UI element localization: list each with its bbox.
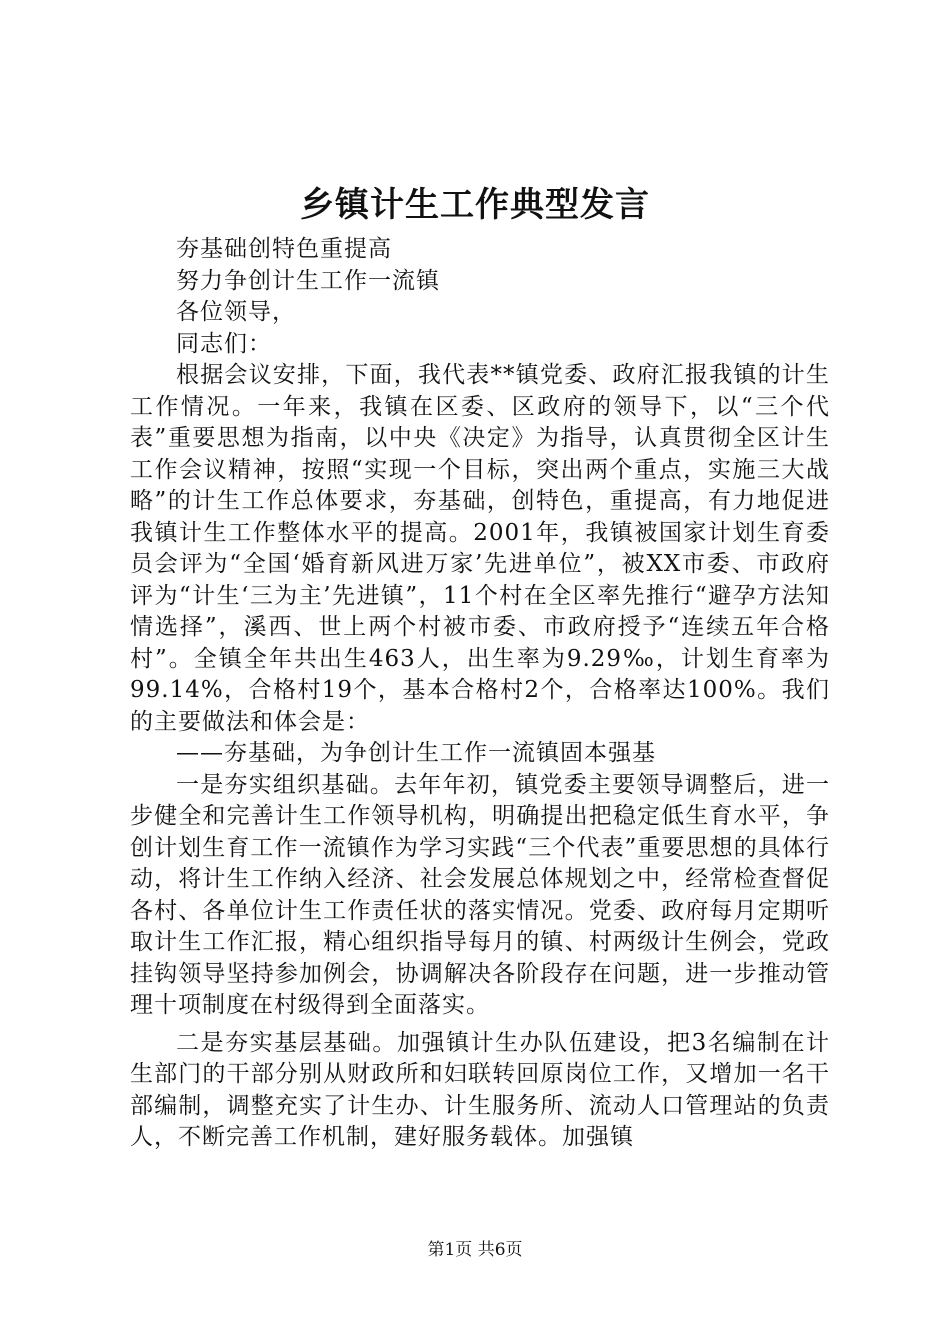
salutation-comrades: 同志们：	[176, 330, 272, 357]
subtitle-line-1: 夯基础创特色重提高	[176, 236, 392, 262]
paragraph-grassroots: 二是夯实基层基础。加强镇计生办队伍建设，把3名编制在计生部门的干部分别从财政所和妇联转回原岗位工作，又增加一名干部编制，调整充实了计生办、计生服务所、流动人口管理站的负责人，不断完善工作机制，建好服务载体。加强镇	[130, 1029, 830, 1150]
document-title: 乡镇计生工作典型发言	[300, 185, 650, 225]
section-heading: ——夯基础，为争创计生工作一流镇固本强基	[176, 740, 656, 766]
page-number: 第1页 共6页	[427, 1240, 523, 1260]
subtitle-line-2: 努力争创计生工作一流镇	[176, 267, 440, 294]
document-body	[130, 234, 830, 1154]
salutation-leaders: 各位领导，	[176, 299, 296, 325]
paragraph-intro: 根据会议安排，下面，我代表**镇党委、政府汇报我镇的计生工作情况。一年来，我镇在区委、区政府的领导下，以“三个代表”重要思想为指南，以中央《决定》为指导，认真贯彻全区计生工作会议精神，按照“实现一个目标，突出两个重点，实施三大战略”的计生工作总体要求，夯基础，创特色，重提高，有力地促进我镇计生工作整体水平的提高。2001年，我镇被国家计划生育委员会评为“全国‘婚育新风进万家’先进单位”，被XX市委、市政府评为“计生‘三为主’先进镇”，11个村在全区率先推行“避孕方法知情选择”，溪西、世上两个村被市委、市政府授予“连续五年合格村”。全镇全年共出生463人，出生率为9.29‰，计划生育率为99.14%，合格村19个，基本合格村2个，合格率达100%。我们的主要做法和体会是：	[130, 362, 830, 735]
paragraph-organization: 一是夯实组织基础。去年年初，镇党委主要领导调整后，进一步健全和完善计生工作领导机构，明确提出把稳定低生育水平，争创计划生育工作一流镇作为学习实践“三个代表”重要思想的具体行动，将计生工作纳入经济、社会发展总体规划之中，经常检查督促各村、各单位计生工作责任状的落实情况。党委、政府每月定期听取计生工作汇报，精心组织指导每月的镇、村两级计生例会，党政挂钩领导坚持参加例会，协调解决各阶段存在问题，进一步推动管理十项制度在村级得到全面落实。	[130, 771, 830, 1018]
